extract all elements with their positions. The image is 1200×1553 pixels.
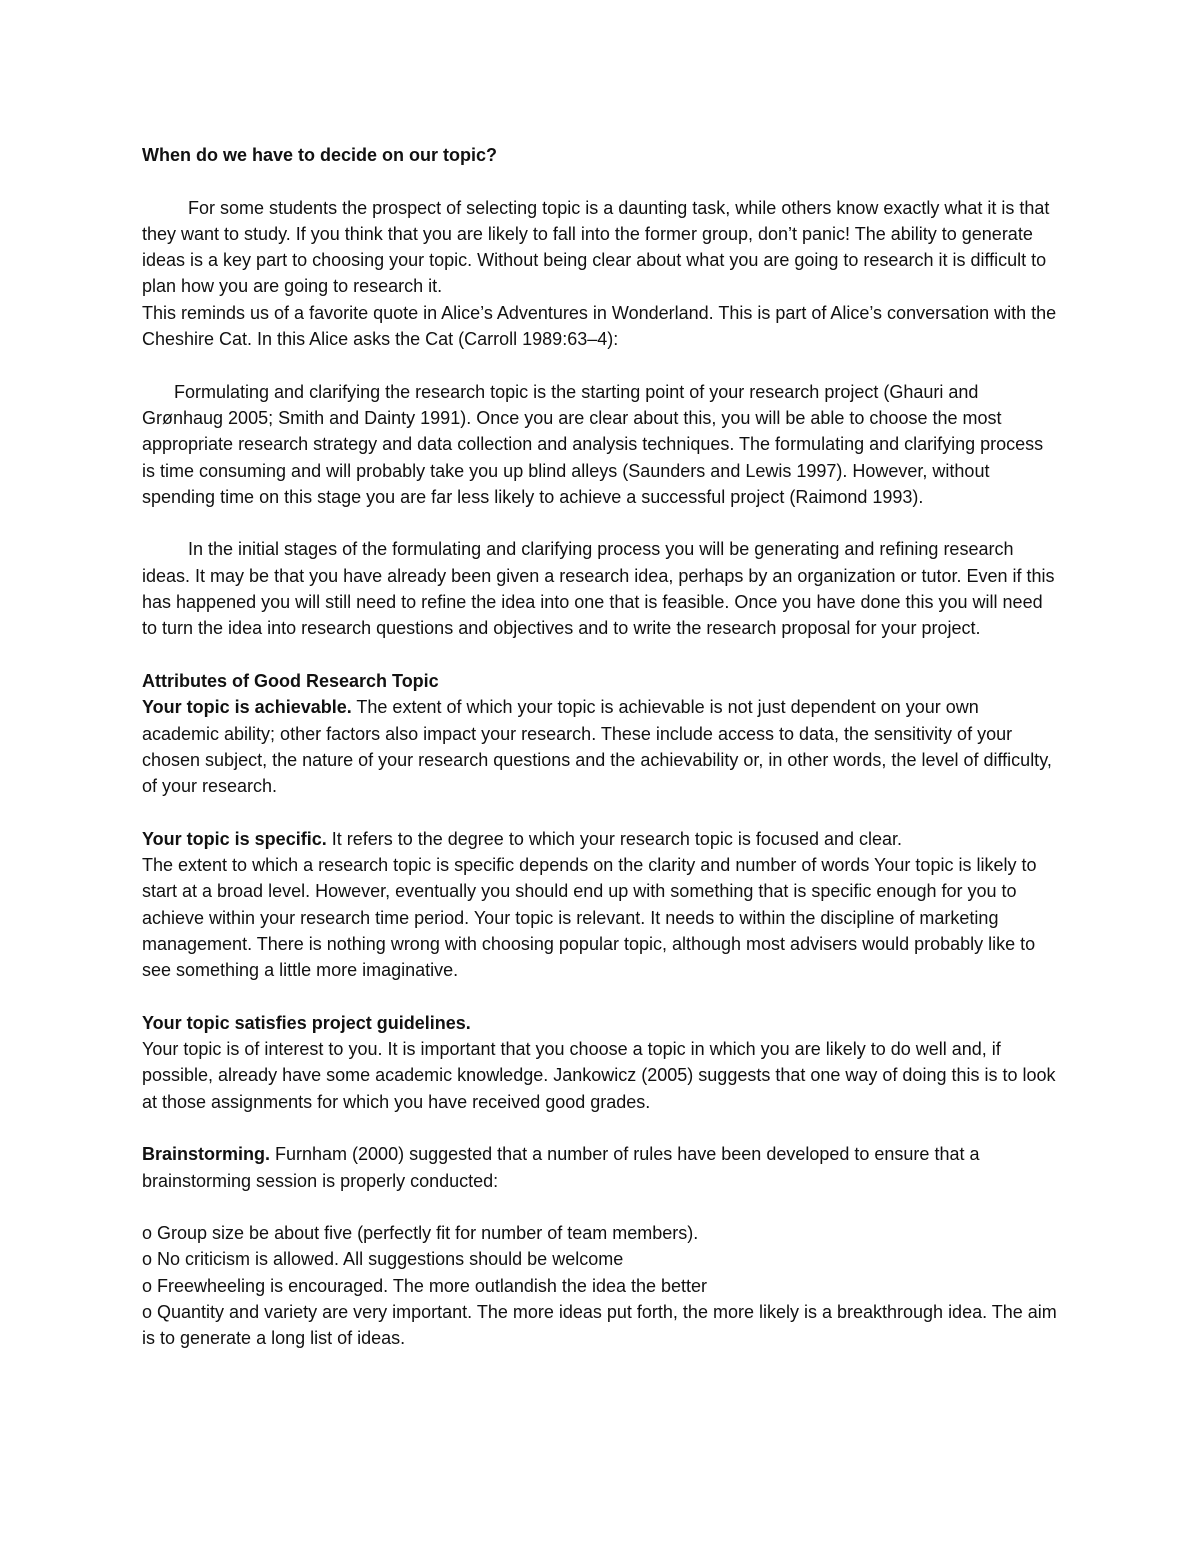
paragraph-achievable bbox=[142, 694, 1058, 799]
brainstorm-text: Furnham (2000) suggested that a number of rules have been developed to ensure that a brainstorming session is properly conducted: bbox=[142, 1144, 985, 1191]
paragraph-intro: For some students the prospect of selecting topic is a daunting task, while others know exactly what it is that they want to study. If you think that you are likely to fall into the former group, don’t panic! The ability to generate ideas is a key part to choosing your topic. Without being clear about what you are going to research it is difficult to plan how you are going to research it. bbox=[142, 197, 1055, 297]
paragraph-brainstorming bbox=[142, 1141, 1058, 1194]
achievable-text: The extent of which your topic is achievable is not just dependent on your own academic ability; other factors also impact your research. These include access to data, the sensitivity of your chosen subject, the nature of your research questions and the achievability or, in other words, the level of difficulty, of your research. bbox=[142, 697, 1057, 797]
list-item: o No criticism is allowed. All suggestions should be welcome bbox=[142, 1249, 624, 1270]
spacer bbox=[142, 510, 1058, 536]
achievable-lead: Your topic is achievable. bbox=[142, 697, 352, 718]
spacer bbox=[142, 642, 1058, 668]
guidelines-heading: Your topic satisfies project guidelines. bbox=[142, 1012, 471, 1033]
paragraph-specific-detail: The extent to which a research topic is specific depends on the clarity and number of words Your topic is likely to start at a broad level. However, eventually you should end up with something that is specific enough for you to achieve within your research time period. Your topic is relevant. It needs to within the discipline of marketing management. There is nothing wrong with choosing popular topic, although most advisers would probably like to see something a little more imaginative. bbox=[142, 855, 1042, 981]
spacer bbox=[142, 1115, 1058, 1141]
spacer bbox=[142, 984, 1058, 1010]
paragraph-formulating: Formulating and clarifying the research topic is the starting point of your research project (Ghauri and Grønhaug 2005; Smith and Dainty 1991). Once you are clear about this, you will be able to choose the most appropriate research strategy and data collection and analysis techniques. The formulating and clarifying process is time consuming and will probably take you up blind alleys (Saunders and Lewis 1997). However, without spending time on this stage you are far less likely to achieve a successful project (Raimond 1993). bbox=[142, 381, 1049, 507]
document-page bbox=[142, 142, 1062, 1352]
paragraph-interest: Your topic is of interest to you. It is important that you choose a topic in which you are likely to do well and, if possible, already have some academic knowledge. Jankowicz (2005) suggests that one way of doing this is to look at those assignments for which you have received good grades. bbox=[142, 1039, 1061, 1112]
list-item: o Freewheeling is encouraged. The more outlandish the idea the better bbox=[142, 1275, 708, 1296]
spacer bbox=[142, 168, 1058, 194]
list-item: o Quantity and variety are very important. The more ideas put forth, the more likely is a breakthrough idea. The aim is to generate a long list of ideas. bbox=[142, 1302, 1062, 1349]
spacer bbox=[142, 1194, 1058, 1220]
attributes-heading: Attributes of Good Research Topic bbox=[142, 670, 439, 691]
specific-lead: Your topic is specific. bbox=[142, 828, 327, 849]
section-heading: When do we have to decide on our topic? bbox=[142, 145, 498, 165]
paragraph-specific bbox=[142, 826, 1058, 852]
brainstorm-lead: Brainstorming. bbox=[142, 1144, 271, 1165]
paragraph-quote-intro: This reminds us of a favorite quote in Alice’s Adventures in Wonderland. This is part of Alice’s conversation with the Cheshire Cat. In this Alice asks the Cat (Carroll 1989:63–4): bbox=[142, 302, 1062, 350]
spacer bbox=[142, 799, 1058, 825]
list-item: o Group size be about five (perfectly fit for number of team members). bbox=[142, 1223, 699, 1244]
spacer bbox=[142, 352, 1058, 378]
specific-text: It refers to the degree to which your research topic is focused and clear. bbox=[326, 828, 903, 849]
paragraph-initial-stages: In the initial stages of the formulating and clarifying process you will be generating and refining research ideas. It may be that you have already been given a research idea, perhaps by an organization or tutor. Even if this has happened you will still need to refine the idea into one that is feasible. Once you have done this you will need to turn the idea into research questions and objectives and to write the research proposal for your project. bbox=[142, 539, 1060, 639]
